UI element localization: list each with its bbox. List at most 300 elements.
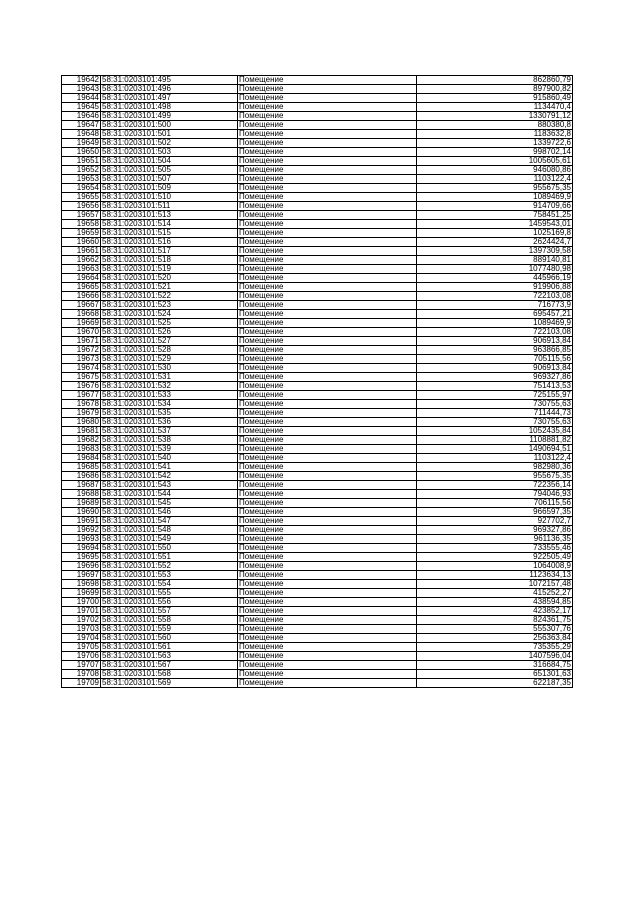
object-type-cell: Помещение (238, 292, 417, 301)
cadastral-number-cell: 58:31:0203101:495 (101, 76, 238, 85)
cadastral-number-cell: 58:31:0203101:509 (101, 184, 238, 193)
row-number-cell: 19700 (62, 598, 101, 607)
table-row (62, 319, 573, 328)
row-number-cell: 19668 (62, 310, 101, 319)
object-type-cell: Помещение (238, 247, 417, 256)
row-number-cell: 19690 (62, 508, 101, 517)
object-type-cell: Помещение (238, 391, 417, 400)
table-row (62, 580, 573, 589)
cadastral-number-cell: 58:31:0203101:556 (101, 598, 238, 607)
cadastral-number-cell: 58:31:0203101:497 (101, 94, 238, 103)
cadastral-value-cell: 1330791,12 (417, 112, 573, 121)
row-number-cell: 19675 (62, 373, 101, 382)
cadastral-value-cell: 1005605,61 (417, 157, 573, 166)
row-number-cell: 19691 (62, 517, 101, 526)
table-row (62, 175, 573, 184)
cadastral-value-cell: 423852,17 (417, 607, 573, 616)
cadastral-number-cell: 58:31:0203101:534 (101, 400, 238, 409)
row-number-cell: 19671 (62, 337, 101, 346)
cadastral-number-cell: 58:31:0203101:511 (101, 202, 238, 211)
row-number-cell: 19656 (62, 202, 101, 211)
cadastral-number-cell: 58:31:0203101:568 (101, 670, 238, 679)
row-number-cell: 19679 (62, 409, 101, 418)
cadastral-number-cell: 58:31:0203101:559 (101, 625, 238, 634)
cadastral-number-cell: 58:31:0203101:515 (101, 229, 238, 238)
row-number-cell: 19702 (62, 616, 101, 625)
row-number-cell: 19651 (62, 157, 101, 166)
row-number-cell: 19676 (62, 382, 101, 391)
row-number-cell: 19708 (62, 670, 101, 679)
table-row (62, 301, 573, 310)
table-row (62, 229, 573, 238)
table-row (62, 544, 573, 553)
row-number-cell: 19699 (62, 589, 101, 598)
object-type-cell: Помещение (238, 481, 417, 490)
cadastral-value-cell: 730755,63 (417, 400, 573, 409)
object-type-cell: Помещение (238, 517, 417, 526)
cadastral-value-cell: 982980,36 (417, 463, 573, 472)
cadastral-value-cell: 716773,9 (417, 301, 573, 310)
table-row (62, 364, 573, 373)
object-type-cell: Помещение (238, 184, 417, 193)
object-type-cell: Помещение (238, 364, 417, 373)
row-number-cell: 19644 (62, 94, 101, 103)
table-row (62, 481, 573, 490)
cadastral-number-cell: 58:31:0203101:554 (101, 580, 238, 589)
object-type-cell: Помещение (238, 436, 417, 445)
object-type-cell: Помещение (238, 328, 417, 337)
row-number-cell: 19696 (62, 562, 101, 571)
table-row (62, 445, 573, 454)
cadastral-value-cell: 555307,76 (417, 625, 573, 634)
object-type-cell: Помещение (238, 535, 417, 544)
table-row (62, 400, 573, 409)
object-type-cell: Помещение (238, 454, 417, 463)
cadastral-number-cell: 58:31:0203101:553 (101, 571, 238, 580)
object-type-cell: Помещение (238, 598, 417, 607)
cadastral-number-cell: 58:31:0203101:526 (101, 328, 238, 337)
cadastral-number-cell: 58:31:0203101:541 (101, 463, 238, 472)
cadastral-value-cell: 711444,73 (417, 409, 573, 418)
row-number-cell: 19648 (62, 130, 101, 139)
cadastral-value-cell: 915860,49 (417, 94, 573, 103)
table-row (62, 526, 573, 535)
cadastral-value-cell: 969327,86 (417, 526, 573, 535)
cadastral-value-cell: 1089469,9 (417, 193, 573, 202)
table-row (62, 472, 573, 481)
table-row (62, 157, 573, 166)
object-type-cell: Помещение (238, 211, 417, 220)
object-type-cell: Помещение (238, 418, 417, 427)
table-row (62, 553, 573, 562)
table-row (62, 292, 573, 301)
object-type-cell: Помещение (238, 238, 417, 247)
table-row (62, 85, 573, 94)
cadastral-number-cell: 58:31:0203101:520 (101, 274, 238, 283)
cadastral-value-cell: 794046,93 (417, 490, 573, 499)
row-number-cell: 19653 (62, 175, 101, 184)
object-type-cell: Помещение (238, 661, 417, 670)
table-row (62, 355, 573, 364)
cadastral-value-cell: 445966,19 (417, 274, 573, 283)
cadastral-value-cell: 733555,46 (417, 544, 573, 553)
object-type-cell: Помещение (238, 526, 417, 535)
object-type-cell: Помещение (238, 427, 417, 436)
row-number-cell: 19689 (62, 499, 101, 508)
table-row (62, 373, 573, 382)
cadastral-value-cell: 1077480,98 (417, 265, 573, 274)
table-row (62, 679, 573, 688)
cadastral-value-cell: 1064008,9 (417, 562, 573, 571)
cadastral-number-cell: 58:31:0203101:551 (101, 553, 238, 562)
cadastral-value-cell: 1103122,4 (417, 454, 573, 463)
row-number-cell: 19709 (62, 679, 101, 688)
object-type-cell: Помещение (238, 130, 417, 139)
table-row (62, 517, 573, 526)
table-row (62, 436, 573, 445)
cadastral-value-cell: 906913,84 (417, 337, 573, 346)
row-number-cell: 19664 (62, 274, 101, 283)
object-type-cell: Помещение (238, 166, 417, 175)
object-type-cell: Помещение (238, 490, 417, 499)
row-number-cell: 19647 (62, 121, 101, 130)
cadastral-number-cell: 58:31:0203101:550 (101, 544, 238, 553)
cadastral-value-cell: 1123634,13 (417, 571, 573, 580)
cadastral-number-cell: 58:31:0203101:507 (101, 175, 238, 184)
cadastral-value-cell: 963866,85 (417, 346, 573, 355)
row-number-cell: 19663 (62, 265, 101, 274)
table-row (62, 103, 573, 112)
row-number-cell: 19655 (62, 193, 101, 202)
table-row (62, 499, 573, 508)
cadastral-value-cell: 969327,86 (417, 373, 573, 382)
cadastral-number-cell: 58:31:0203101:555 (101, 589, 238, 598)
cadastral-number-cell: 58:31:0203101:540 (101, 454, 238, 463)
cadastral-value-cell: 735355,29 (417, 643, 573, 652)
row-number-cell: 19680 (62, 418, 101, 427)
table-row (62, 562, 573, 571)
table-row (62, 328, 573, 337)
cadastral-value-cell: 880380,8 (417, 121, 573, 130)
object-type-cell: Помещение (238, 445, 417, 454)
table-row (62, 607, 573, 616)
cadastral-value-cell: 622187,35 (417, 679, 573, 688)
object-type-cell: Помещение (238, 175, 417, 184)
row-number-cell: 19660 (62, 238, 101, 247)
cadastral-value-cell: 955675,35 (417, 472, 573, 481)
cadastral-number-cell: 58:31:0203101:542 (101, 472, 238, 481)
table-row (62, 427, 573, 436)
row-number-cell: 19682 (62, 436, 101, 445)
table-row (62, 634, 573, 643)
object-type-cell: Помещение (238, 121, 417, 130)
table-row (62, 661, 573, 670)
object-type-cell: Помещение (238, 256, 417, 265)
cadastral-value-cell: 919906,88 (417, 283, 573, 292)
cadastral-value-cell: 1183632,8 (417, 130, 573, 139)
row-number-cell: 19705 (62, 643, 101, 652)
cadastral-value-cell: 706115,56 (417, 499, 573, 508)
cadastral-number-cell: 58:31:0203101:522 (101, 292, 238, 301)
row-number-cell: 19642 (62, 76, 101, 85)
row-number-cell: 19669 (62, 319, 101, 328)
object-type-cell: Помещение (238, 274, 417, 283)
object-type-cell: Помещение (238, 643, 417, 652)
cadastral-number-cell: 58:31:0203101:514 (101, 220, 238, 229)
cadastral-number-cell: 58:31:0203101:498 (101, 103, 238, 112)
table-row (62, 238, 573, 247)
cadastral-value-cell: 824361,75 (417, 616, 573, 625)
row-number-cell: 19670 (62, 328, 101, 337)
cadastral-number-cell: 58:31:0203101:539 (101, 445, 238, 454)
row-number-cell: 19673 (62, 355, 101, 364)
row-number-cell: 19686 (62, 472, 101, 481)
table-row (62, 166, 573, 175)
cadastral-number-cell: 58:31:0203101:567 (101, 661, 238, 670)
row-number-cell: 19684 (62, 454, 101, 463)
table-row (62, 391, 573, 400)
table-row (62, 310, 573, 319)
cadastral-number-cell: 58:31:0203101:500 (101, 121, 238, 130)
row-number-cell: 19683 (62, 445, 101, 454)
object-type-cell: Помещение (238, 499, 417, 508)
cadastral-number-cell: 58:31:0203101:517 (101, 247, 238, 256)
table-row (62, 130, 573, 139)
cadastral-value-cell: 1397309,58 (417, 247, 573, 256)
table-row (62, 418, 573, 427)
cadastral-value-cell: 1103122,4 (417, 175, 573, 184)
cadastral-number-cell: 58:31:0203101:537 (101, 427, 238, 436)
object-type-cell: Помещение (238, 607, 417, 616)
cadastral-value-cell: 705115,56 (417, 355, 573, 364)
cadastral-number-cell: 58:31:0203101:536 (101, 418, 238, 427)
row-number-cell: 19677 (62, 391, 101, 400)
cadastral-value-cell: 695457,21 (417, 310, 573, 319)
table-row (62, 112, 573, 121)
object-type-cell: Помещение (238, 148, 417, 157)
cadastral-number-cell: 58:31:0203101:545 (101, 499, 238, 508)
object-type-cell: Помещение (238, 670, 417, 679)
table-row (62, 94, 573, 103)
table-row (62, 283, 573, 292)
cadastral-number-cell: 58:31:0203101:533 (101, 391, 238, 400)
table-row (62, 382, 573, 391)
row-number-cell: 19667 (62, 301, 101, 310)
row-number-cell: 19687 (62, 481, 101, 490)
row-number-cell: 19666 (62, 292, 101, 301)
row-number-cell: 19654 (62, 184, 101, 193)
cadastral-value-cell: 415252,27 (417, 589, 573, 598)
cadastral-number-cell: 58:31:0203101:528 (101, 346, 238, 355)
object-type-cell: Помещение (238, 508, 417, 517)
table-row (62, 220, 573, 229)
table-row (62, 571, 573, 580)
object-type-cell: Помещение (238, 580, 417, 589)
cadastral-number-cell: 58:31:0203101:527 (101, 337, 238, 346)
cadastral-value-cell: 966597,35 (417, 508, 573, 517)
cadastral-number-cell: 58:31:0203101:518 (101, 256, 238, 265)
cadastral-number-cell: 58:31:0203101:519 (101, 265, 238, 274)
table-row (62, 598, 573, 607)
cadastral-number-cell: 58:31:0203101:525 (101, 319, 238, 328)
object-type-cell: Помещение (238, 283, 417, 292)
row-number-cell: 19643 (62, 85, 101, 94)
cadastral-value-cell: 725155,97 (417, 391, 573, 400)
cadastral-value-cell: 1052435,84 (417, 427, 573, 436)
row-number-cell: 19678 (62, 400, 101, 409)
cadastral-number-cell: 58:31:0203101:535 (101, 409, 238, 418)
cadastral-value-cell: 751413,53 (417, 382, 573, 391)
object-type-cell: Помещение (238, 463, 417, 472)
table-row (62, 148, 573, 157)
object-type-cell: Помещение (238, 103, 417, 112)
cadastral-value-cell: 1339722,6 (417, 139, 573, 148)
cadastral-value-cell: 722356,14 (417, 481, 573, 490)
object-type-cell: Помещение (238, 373, 417, 382)
cadastral-number-cell: 58:31:0203101:547 (101, 517, 238, 526)
cadastral-value-cell: 862860,79 (417, 76, 573, 85)
cadastral-value-cell: 1459543,01 (417, 220, 573, 229)
object-type-cell: Помещение (238, 202, 417, 211)
cadastral-value-cell: 998702,14 (417, 148, 573, 157)
cadastral-number-cell: 58:31:0203101:529 (101, 355, 238, 364)
row-number-cell: 19652 (62, 166, 101, 175)
object-type-cell: Помещение (238, 229, 417, 238)
table-row (62, 247, 573, 256)
row-number-cell: 19665 (62, 283, 101, 292)
row-number-cell: 19701 (62, 607, 101, 616)
object-type-cell: Помещение (238, 472, 417, 481)
cadastral-number-cell: 58:31:0203101:538 (101, 436, 238, 445)
cadastral-number-cell: 58:31:0203101:544 (101, 490, 238, 499)
row-number-cell: 19692 (62, 526, 101, 535)
table-row (62, 454, 573, 463)
row-number-cell: 19707 (62, 661, 101, 670)
row-number-cell: 19658 (62, 220, 101, 229)
cadastral-number-cell: 58:31:0203101:563 (101, 652, 238, 661)
object-type-cell: Помещение (238, 625, 417, 634)
object-type-cell: Помещение (238, 337, 417, 346)
cadastral-number-cell: 58:31:0203101:552 (101, 562, 238, 571)
cadastral-value-cell: 955675,35 (417, 184, 573, 193)
row-number-cell: 19693 (62, 535, 101, 544)
cadastral-number-cell: 58:31:0203101:501 (101, 130, 238, 139)
object-type-cell: Помещение (238, 319, 417, 328)
object-type-cell: Помещение (238, 265, 417, 274)
row-number-cell: 19661 (62, 247, 101, 256)
cadastral-number-cell: 58:31:0203101:543 (101, 481, 238, 490)
row-number-cell: 19698 (62, 580, 101, 589)
cadastral-value-cell: 1072157,48 (417, 580, 573, 589)
object-type-cell: Помещение (238, 562, 417, 571)
object-type-cell: Помещение (238, 553, 417, 562)
object-type-cell: Помещение (238, 139, 417, 148)
object-type-cell: Помещение (238, 571, 417, 580)
cadastral-number-cell: 58:31:0203101:557 (101, 607, 238, 616)
cadastral-value-cell: 1025169,8 (417, 229, 573, 238)
table-row (62, 193, 573, 202)
cadastral-number-cell: 58:31:0203101:502 (101, 139, 238, 148)
row-number-cell: 19695 (62, 553, 101, 562)
table-row (62, 409, 573, 418)
object-type-cell: Помещение (238, 400, 417, 409)
cadastral-number-cell: 58:31:0203101:523 (101, 301, 238, 310)
table-row (62, 535, 573, 544)
cadastral-value-cell: 1490694,51 (417, 445, 573, 454)
object-type-cell: Помещение (238, 652, 417, 661)
cadastral-number-cell: 58:31:0203101:504 (101, 157, 238, 166)
cadastral-number-cell: 58:31:0203101:546 (101, 508, 238, 517)
cadastral-number-cell: 58:31:0203101:516 (101, 238, 238, 247)
row-number-cell: 19672 (62, 346, 101, 355)
cadastral-number-cell: 58:31:0203101:513 (101, 211, 238, 220)
cadastral-number-cell: 58:31:0203101:524 (101, 310, 238, 319)
object-type-cell: Помещение (238, 220, 417, 229)
table-row (62, 139, 573, 148)
cadastral-value-cell: 438594,85 (417, 598, 573, 607)
table-row (62, 256, 573, 265)
table-row (62, 337, 573, 346)
row-number-cell: 19685 (62, 463, 101, 472)
cadastral-value-cell: 897900,82 (417, 85, 573, 94)
row-number-cell: 19659 (62, 229, 101, 238)
table-row (62, 625, 573, 634)
object-type-cell: Помещение (238, 94, 417, 103)
table-row (62, 265, 573, 274)
object-type-cell: Помещение (238, 409, 417, 418)
row-number-cell: 19681 (62, 427, 101, 436)
table-row (62, 670, 573, 679)
cadastral-number-cell: 58:31:0203101:510 (101, 193, 238, 202)
cadastral-number-cell: 58:31:0203101:560 (101, 634, 238, 643)
cadastral-value-cell: 914709,66 (417, 202, 573, 211)
cadastral-number-cell: 58:31:0203101:569 (101, 679, 238, 688)
object-type-cell: Помещение (238, 76, 417, 85)
cadastral-value-cell: 927702,7 (417, 517, 573, 526)
cadastral-value-cell: 922505,49 (417, 553, 573, 562)
cadastral-value-cell: 946080,86 (417, 166, 573, 175)
cadastral-value-cell: 961136,35 (417, 535, 573, 544)
row-number-cell: 19704 (62, 634, 101, 643)
table-row (62, 589, 573, 598)
row-number-cell: 19645 (62, 103, 101, 112)
table-row (62, 463, 573, 472)
cadastral-value-cell: 889140,81 (417, 256, 573, 265)
cadastral-number-cell: 58:31:0203101:548 (101, 526, 238, 535)
cadastral-number-cell: 58:31:0203101:496 (101, 85, 238, 94)
table-body (62, 76, 573, 688)
cadastral-value-cell: 758451,25 (417, 211, 573, 220)
cadastral-value-cell: 730755,63 (417, 418, 573, 427)
cadastral-value-cell: 316684,75 (417, 661, 573, 670)
row-number-cell: 19703 (62, 625, 101, 634)
cadastral-number-cell: 58:31:0203101:531 (101, 373, 238, 382)
cadastral-value-cell: 1089469,9 (417, 319, 573, 328)
row-number-cell: 19674 (62, 364, 101, 373)
row-number-cell: 19697 (62, 571, 101, 580)
cadastral-number-cell: 58:31:0203101:549 (101, 535, 238, 544)
row-number-cell: 19662 (62, 256, 101, 265)
cadastral-number-cell: 58:31:0203101:530 (101, 364, 238, 373)
table-row (62, 202, 573, 211)
table-row (62, 616, 573, 625)
cadastral-value-cell: 1108881,82 (417, 436, 573, 445)
object-type-cell: Помещение (238, 157, 417, 166)
table-row (62, 346, 573, 355)
table-row (62, 121, 573, 130)
object-type-cell: Помещение (238, 544, 417, 553)
table-row (62, 490, 573, 499)
